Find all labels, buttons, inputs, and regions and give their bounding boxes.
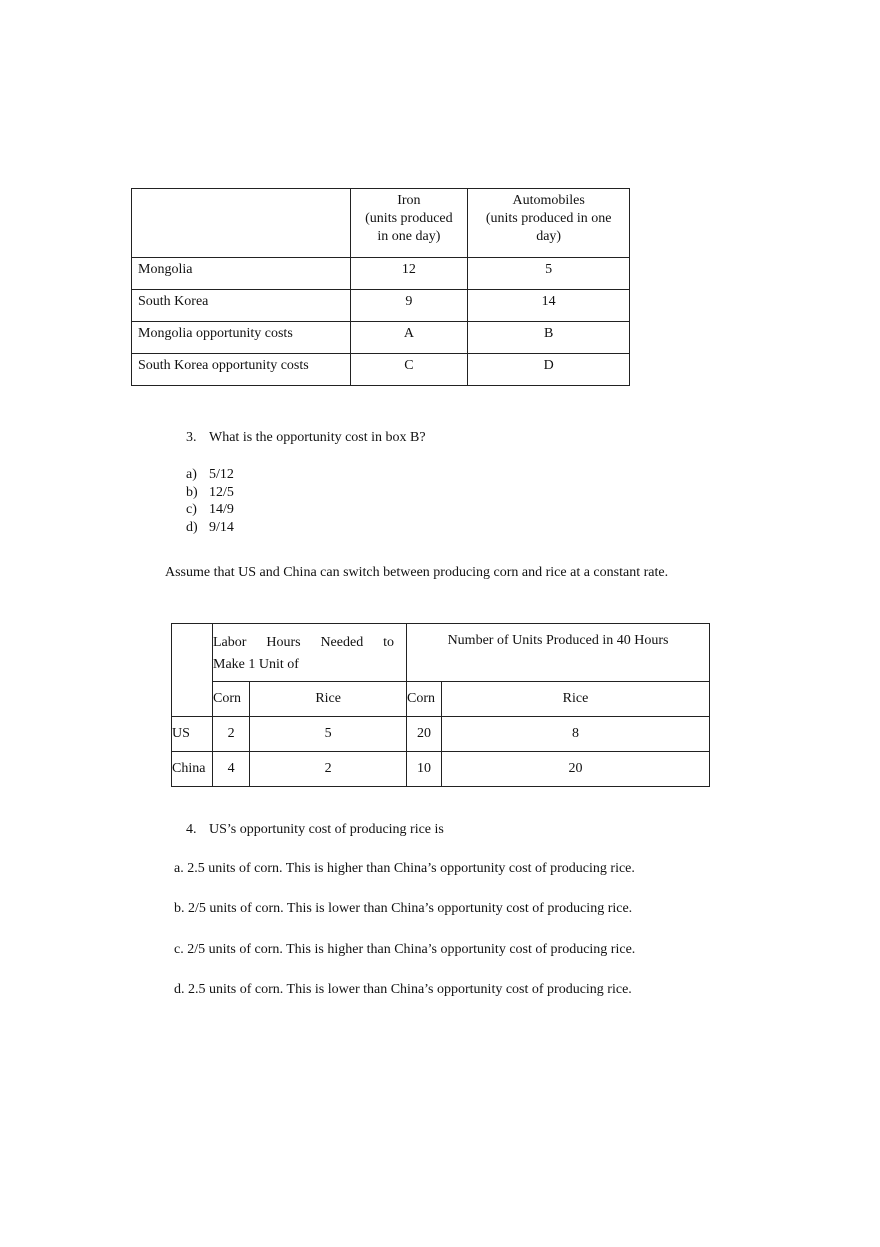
header-labor-line2: Make 1 Unit of [213,657,299,672]
table-row [132,354,630,386]
corn-units-value: 20 [407,717,442,752]
subheader-corn-units: Corn [407,682,442,717]
labor-table-header-row [172,624,710,682]
rice-units-value: 8 [442,717,710,752]
question-3-number: 3. [186,430,197,445]
question-3-text: What is the opportunity cost in box B? [209,430,426,445]
header-iron [350,189,468,258]
option-letter: b) [186,484,198,500]
list-item [186,484,234,502]
subheader-rice-units: Rice [442,682,710,717]
production-table [131,188,630,386]
option-letter: a) [186,467,197,482]
labor-hours-table [171,623,710,787]
option-text: 9/14 [209,519,234,535]
question-4-option-d: d. 2.5 units of corn. This is lower than China’s opportunity cost of producing rice. [174,982,632,997]
table-row [132,322,630,354]
automobiles-value: 14 [468,290,630,322]
row-label: Mongolia opportunity costs [132,322,351,354]
row-label: South Korea opportunity costs [132,354,351,386]
table-row [172,752,710,787]
subheader-rice-hours: Rice [250,682,407,717]
production-table-header-row [132,189,630,258]
corn-hours-value: 2 [213,717,250,752]
country-label: China [172,752,213,787]
automobiles-value: B [468,322,630,354]
list-item [186,501,234,519]
option-text: 5/12 [209,467,234,482]
question-4 [186,821,444,839]
header-labor-hours [213,624,407,682]
question-4-option-a: a. 2.5 units of corn. This is higher than China’s opportunity cost of producing rice. [174,861,635,876]
option-text: 14/9 [209,502,234,517]
header-automobiles [468,189,630,258]
list-item [186,519,234,537]
question-4-number: 4. [186,822,197,837]
option-text: 12/5 [209,484,234,500]
question-3-options [186,466,234,536]
row-label: Mongolia [132,258,351,290]
corn-units-value: 10 [407,752,442,787]
rice-units-value: 20 [442,752,710,787]
header-auto-line3: day) [536,229,562,244]
subheader-corn-hours: Corn [213,682,250,717]
table-row [132,258,630,290]
header-iron-line2: (units produced [365,211,453,226]
assumption-text: Assume that US and China can switch between producing corn and rice at a constant rate. [165,565,669,580]
question-4-option-c: c. 2/5 units of corn. This is higher than China’s opportunity cost of producing rice. [174,942,636,957]
iron-value: A [350,322,468,354]
iron-value: 9 [350,290,468,322]
header-iron-line1: Iron [397,193,421,208]
rice-hours-value: 2 [250,752,407,787]
rice-hours-value: 5 [250,717,407,752]
header-iron-line3: in one day) [377,229,441,244]
header-labor-line1: Labor Hours Needed to [213,635,394,650]
question-4-option-b: b. 2/5 units of corn. This is lower than China’s opportunity cost of producing rice. [174,901,633,916]
table-row [172,717,710,752]
corn-hours-value: 4 [213,752,250,787]
option-letter: d) [186,519,198,535]
table-row [132,290,630,322]
iron-value: 12 [350,258,468,290]
country-label: US [172,717,213,752]
header-empty-cell [132,189,351,258]
question-4-text: US’s opportunity cost of producing rice is [209,822,444,837]
list-item [186,466,234,484]
header-empty-cell [172,624,213,717]
question-3 [186,429,426,447]
iron-value: C [350,354,468,386]
automobiles-value: 5 [468,258,630,290]
automobiles-value: D [468,354,630,386]
option-letter: c) [186,502,197,517]
row-label: South Korea [132,290,351,322]
labor-table-subheader-row [172,682,710,717]
header-units-produced: Number of Units Produced in 40 Hours [407,624,710,682]
header-auto-line2: (units produced in one [485,211,612,226]
header-auto-line1: Automobiles [512,193,585,208]
